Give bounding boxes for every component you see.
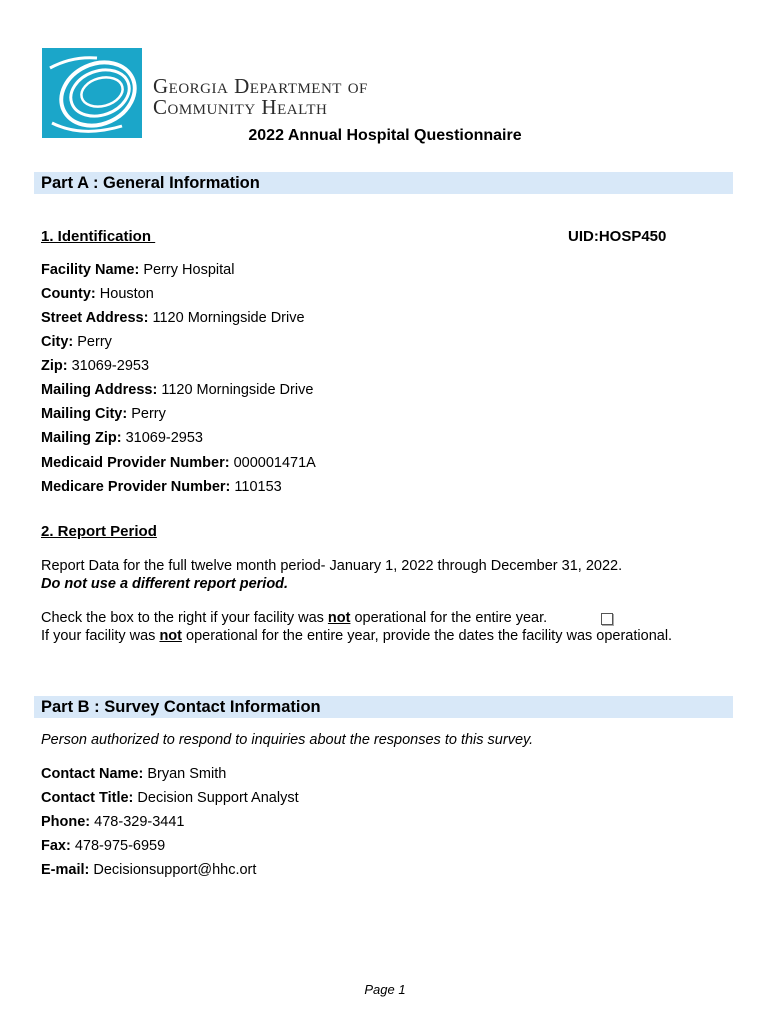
fax-field: Fax: 478-975-6959 [41,838,166,854]
org-name-line1: Georgia Department of [153,74,368,98]
zip-field: Zip: 31069-2953 [41,358,150,374]
organization-name [153,76,368,118]
street-address-field: Street Address: 1120 Morningside Drive [41,310,305,326]
part-b-header [34,696,733,718]
dch-logo [42,48,142,138]
contact-name-field: Contact Name: Bryan Smith [41,766,227,782]
county-field: County: Houston [41,286,154,302]
email-field: E-mail: Decisionsupport@hhc.ort [41,862,257,878]
medicare-provider-field: Medicare Provider Number: 110153 [41,479,282,495]
city-field: City: Perry [41,334,112,350]
contact-title-field: Contact Title: Decision Support Analyst [41,790,299,806]
facility-name-field: Facility Name: Perry Hospital [41,262,235,278]
not-operational-instruction: Check the box to the right if your facility was not operational for the entire year. [41,610,548,626]
report-period-text: Report Data for the full twelve month period- January 1, 2022 through December 31, 2022. [41,558,623,574]
uid-label: UID:HOSP450 [568,228,667,245]
mailing-city-field: Mailing City: Perry [41,406,166,422]
mailing-address-field: Mailing Address: 1120 Morningside Drive [41,382,314,398]
phone-field: Phone: 478-329-3441 [41,814,185,830]
report-period-warning: Do not use a different report period. [41,576,289,592]
page-number: Page 1 [364,982,406,997]
org-name-line2: Community Health [153,95,328,119]
logo-rings-icon [42,48,142,138]
report-period-heading: 2. Report Period [41,523,157,540]
document-title: 2022 Annual Hospital Questionnaire [248,127,522,144]
part-a-header [34,172,733,194]
not-operational-checkbox[interactable] [601,613,613,625]
part-b-title: Part B : Survey Contact Information [41,698,321,716]
contact-intro: Person authorized to respond to inquiries about the responses to this survey. [41,732,534,748]
identification-heading: 1. Identification [41,228,156,245]
operational-dates-instruction: If your facility was not operational for the entire year, provide the dates the facility was operational. [41,628,673,644]
medicaid-provider-field: Medicaid Provider Number: 000001471A [41,455,316,471]
mailing-zip-field: Mailing Zip: 31069-2953 [41,430,203,446]
part-a-title: Part A : General Information [41,174,260,192]
